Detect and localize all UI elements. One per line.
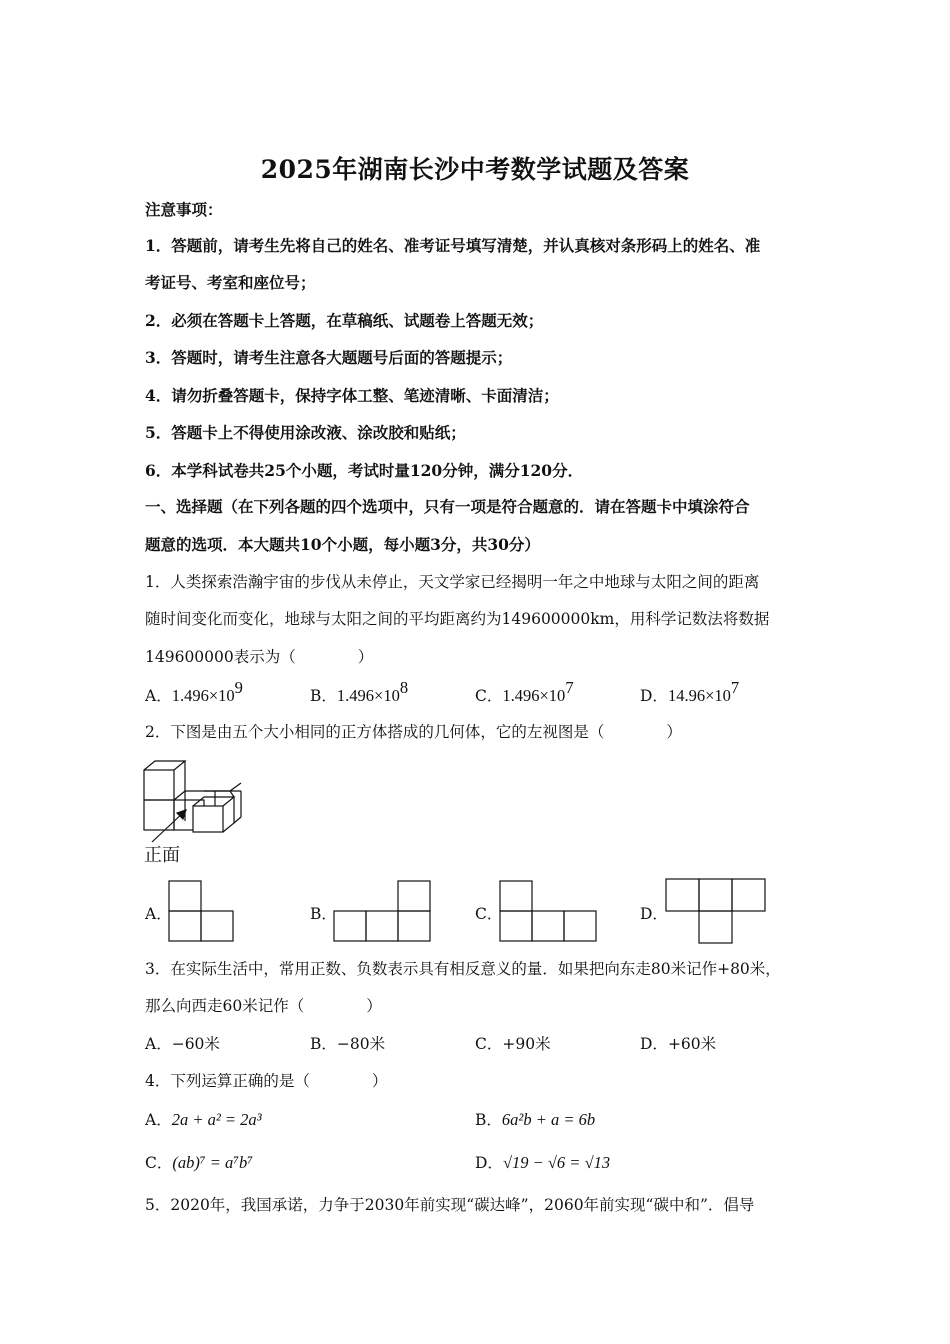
q4-option-b-label: B． [475,1111,502,1129]
section1-heading-1: 一、选择题（在下列各题的四个选项中，只有一项是符合题意的．请在答题卡中填涂符合 [145,497,750,516]
q3-option-d [640,1032,716,1054]
q3-option-c [475,1032,551,1054]
notice-item-1a: 1．答题前，请考生先将自己的姓名、准考证号填写清楚，并认真核对条形码上的姓名、准 [145,236,761,255]
notice-item-5: 5．答题卡上不得使用涂改液、涂改胶和贴纸； [145,423,466,442]
q3-line-2: 那么向西走60米记作（ ） [145,997,382,1015]
notice-item-4: 4．请勿折叠答题卡，保持字体工整、笔迹清晰、卡面清洁； [145,386,559,405]
q3-option-a [145,1032,220,1054]
q2-option-c-label: C． [475,905,503,923]
q1-option-a-label: A． [145,687,172,705]
q3-option-b [310,1032,385,1054]
q1-option-d [640,678,740,706]
q1-option-b [310,678,409,706]
q2-option-a-label: A． [145,905,172,923]
q3-option-b-label: B． [310,1035,337,1053]
q4-option-d-text: √19 − √6 = √13 [502,1153,611,1172]
q4-line-1: 4．下列运算正确的是（ ） [145,1072,388,1090]
q1-line-3: 149600000表示为（ ） [145,648,374,666]
q3-option-c-label: C． [475,1035,503,1053]
q4-option-c-label: C． [145,1154,173,1172]
q2-front-label: 正面 [144,845,180,866]
q4-option-c [145,1151,253,1173]
q3-option-a-label: A． [145,1035,172,1053]
section1-heading-2: 题意的选项．本大题共10个小题，每小题3分，共30分） [145,535,540,554]
q3-option-d-text: +60米 [667,1035,717,1053]
q2-option-a-figure [168,880,234,942]
q3-option-d-label: D． [640,1035,668,1053]
q1-line-2: 随时间变化而变化，地球与太阳之间的平均距离约为149600000km，用科学记数法将数据 [145,610,770,628]
q1-option-c-base: 1.496×10 [502,686,566,705]
q4-option-b [475,1108,595,1130]
q1-line-1: 1．人类探索浩瀚宇宙的步伐从未停止，天文学家已经揭明一年之中地球与太阳之间的距离 [145,573,760,591]
q3-option-c-text: +90米 [502,1035,551,1053]
q2-solid-figure [140,758,250,838]
q2-option-d-label: D． [640,905,668,923]
q1-option-a [145,678,243,706]
q5-line-1: 5．2020年，我国承诺，力争于2030年前实现“碳达峰”，2060年前实现“碳中和”．倡导 [145,1196,755,1214]
q4-option-d [475,1151,610,1173]
q1-option-b-exp: 8 [399,678,409,697]
q3-line-1: 3．在实际生活中，常用正数、负数表示具有相反意义的量．如果把向东走80米记作+80米， [145,960,781,978]
page-title: 2025年湖南长沙中考数学试题及答案 [260,155,690,184]
q3-option-b-text: −80米 [336,1035,386,1053]
q4-option-a-text: 2a + a² = 2a³ [171,1110,262,1129]
notice-heading: 注意事项： [145,200,223,219]
q4-option-d-label: D． [475,1154,503,1172]
q1-option-a-base: 1.496×10 [171,686,235,705]
q1-option-d-label: D． [640,687,668,705]
q1-option-b-base: 1.496×10 [336,686,400,705]
notice-item-2: 2．必须在答题卡上答题，在草稿纸、试题卷上答题无效； [145,311,544,330]
q2-option-b-figure [333,880,431,942]
q4-option-a-label: A． [145,1111,172,1129]
q2-option-d-figure [665,878,767,944]
q4-option-a [145,1108,262,1130]
q3-option-a-text: −60米 [171,1035,220,1053]
q1-option-d-base: 14.96×10 [667,686,731,705]
q2-option-c-figure [499,880,597,942]
q1-option-b-label: B． [310,687,337,705]
notice-item-3: 3．答题时，请考生注意各大题题号后面的答题提示； [145,348,513,367]
q1-option-d-exp: 7 [730,678,740,697]
q1-option-c-label: C． [475,687,503,705]
q1-option-a-exp: 9 [234,678,243,697]
q1-option-c-exp: 7 [565,678,574,697]
q4-option-c-text: (ab)⁷ = a⁷b⁷ [172,1153,253,1172]
q2-option-b-label: B． [310,905,337,923]
q4-option-b-text: 6a²b + a = 6b [501,1110,596,1129]
notice-item-1b: 考证号、考室和座位号； [145,273,316,292]
q2-line-1: 2．下图是由五个大小相同的正方体搭成的几何体，它的左视图是（ ） [145,723,682,741]
q1-option-c [475,678,574,706]
notice-item-6: 6．本学科试卷共25个小题，考试时量120分钟，满分120分． [145,461,584,480]
